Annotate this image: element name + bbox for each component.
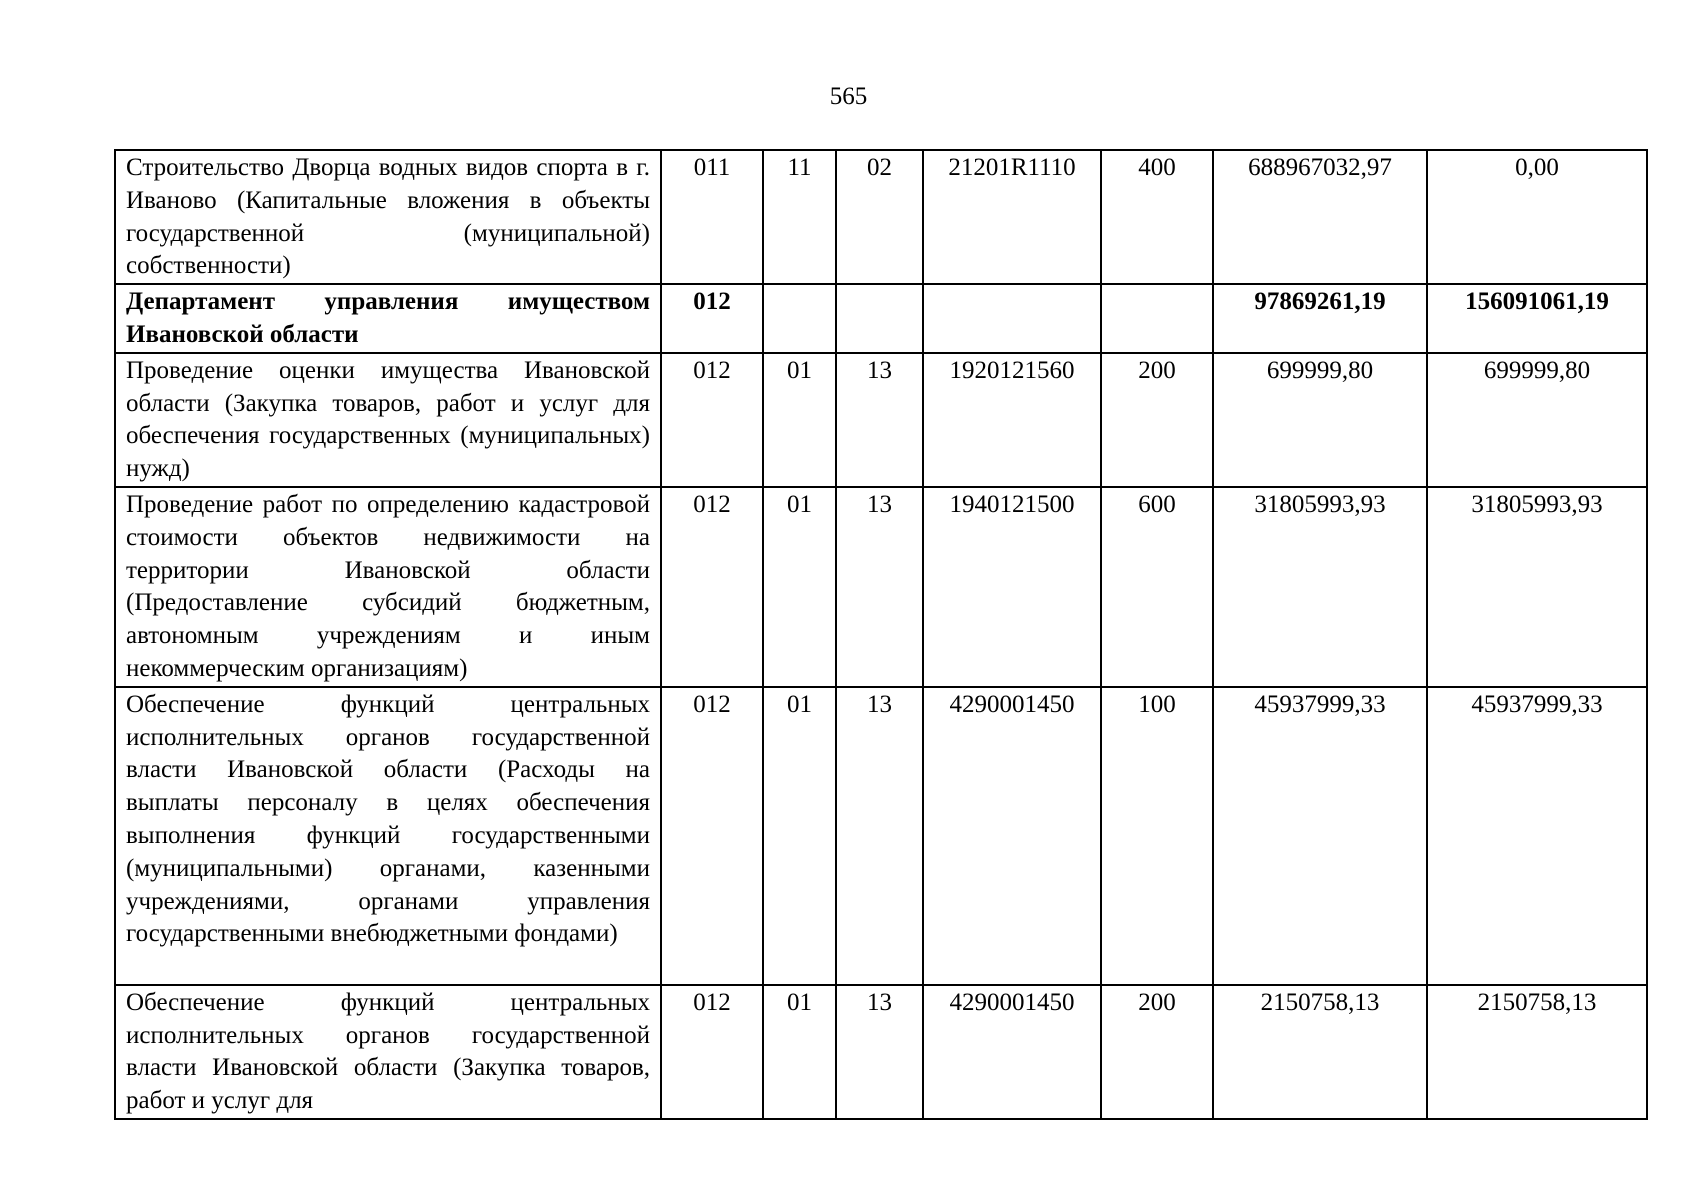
subsection-code-cell <box>836 284 923 353</box>
expense-type-cell: 100 <box>1101 687 1213 985</box>
row-name-cell: Обеспечение функций центральных исполнительных органов государственной власти Ивановской области (Расходы на выплаты персоналу в целях обеспечения выполнения функций государственными (муниципальными) органами, казенными учреждениями, органами управления государственными внебюджетными фондами) <box>115 687 661 985</box>
table-row <box>115 487 1647 687</box>
table-row <box>115 985 1647 1119</box>
ministry-code-cell: 012 <box>661 687 763 985</box>
subsection-code-cell: 13 <box>836 687 923 985</box>
ministry-code-cell: 012 <box>661 353 763 487</box>
ministry-code-cell: 012 <box>661 284 763 353</box>
expense-type-cell <box>1101 284 1213 353</box>
section-code-cell: 01 <box>763 985 836 1119</box>
amount-1-cell: 688967032,97 <box>1213 150 1427 284</box>
target-article-cell <box>923 284 1101 353</box>
target-article-cell: 4290001450 <box>923 985 1101 1119</box>
table-row <box>115 150 1647 284</box>
target-article-cell: 4290001450 <box>923 687 1101 985</box>
target-article-cell: 1920121560 <box>923 353 1101 487</box>
table-row <box>115 353 1647 487</box>
amount-1-cell: 97869261,19 <box>1213 284 1427 353</box>
amount-2-cell: 156091061,19 <box>1427 284 1647 353</box>
section-code-cell <box>763 284 836 353</box>
amount-1-cell: 699999,80 <box>1213 353 1427 487</box>
row-name-cell: Департамент управления имуществом Ивановской области <box>115 284 661 353</box>
amount-1-cell: 31805993,93 <box>1213 487 1427 687</box>
section-code-cell: 01 <box>763 353 836 487</box>
table-row <box>115 284 1647 353</box>
amount-2-cell: 699999,80 <box>1427 353 1647 487</box>
amount-2-cell: 31805993,93 <box>1427 487 1647 687</box>
expense-type-cell: 200 <box>1101 985 1213 1119</box>
amount-1-cell: 45937999,33 <box>1213 687 1427 985</box>
subsection-code-cell: 13 <box>836 487 923 687</box>
page-number: 565 <box>829 83 868 110</box>
ministry-code-cell: 011 <box>661 150 763 284</box>
subsection-code-cell: 13 <box>836 985 923 1119</box>
section-code-cell: 01 <box>763 687 836 985</box>
amount-2-cell: 0,00 <box>1427 150 1647 284</box>
expense-type-cell: 600 <box>1101 487 1213 687</box>
target-article-cell: 1940121500 <box>923 487 1101 687</box>
section-code-cell: 11 <box>763 150 836 284</box>
amount-1-cell: 2150758,13 <box>1213 985 1427 1119</box>
target-article-cell: 21201R1110 <box>923 150 1101 284</box>
section-code-cell: 01 <box>763 487 836 687</box>
budget-table <box>114 149 1648 1120</box>
row-name-cell: Обеспечение функций центральных исполнительных органов государственной власти Ивановской области (Закупка товаров, работ и услуг для <box>115 985 661 1119</box>
amount-2-cell: 2150758,13 <box>1427 985 1647 1119</box>
row-name-cell: Строительство Дворца водных видов спорта в г. Иваново (Капитальные вложения в объекты государственной (муниципальной) собственности) <box>115 150 661 284</box>
expense-type-cell: 200 <box>1101 353 1213 487</box>
ministry-code-cell: 012 <box>661 985 763 1119</box>
subsection-code-cell: 02 <box>836 150 923 284</box>
row-name-cell: Проведение работ по определению кадастровой стоимости объектов недвижимости на территории Ивановской области (Предоставление субсидий бюджетным, автономным учреждениям и иным некоммерческим организациям) <box>115 487 661 687</box>
table-row <box>115 687 1647 985</box>
subsection-code-cell: 13 <box>836 353 923 487</box>
expense-type-cell: 400 <box>1101 150 1213 284</box>
amount-2-cell: 45937999,33 <box>1427 687 1647 985</box>
row-name-cell: Проведение оценки имущества Ивановской области (Закупка товаров, работ и услуг для обеспечения государственных (муниципальных) нужд) <box>115 353 661 487</box>
ministry-code-cell: 012 <box>661 487 763 687</box>
